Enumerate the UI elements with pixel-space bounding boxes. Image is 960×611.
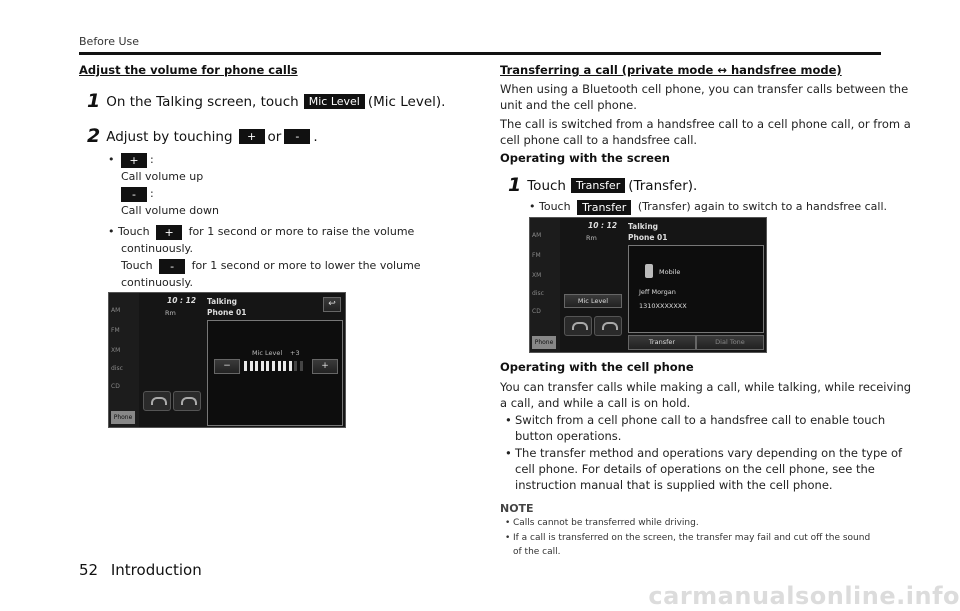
note-text: of the call. [513, 547, 561, 557]
continuous-text: for 1 second or more to raise the volume [188, 225, 415, 238]
volume-down-text: Call volume down [121, 204, 219, 217]
bullet-text: instruction manual that is supplied with the cell phone. [515, 478, 833, 492]
phone-name: Phone 01 [207, 308, 247, 317]
status-rm: Rm [586, 234, 597, 242]
caller-panel [628, 245, 764, 333]
mic-meter-segment [289, 361, 292, 371]
plus-button[interactable]: + [239, 129, 265, 144]
para-2: cell phone call to a handsfree call. [500, 133, 698, 147]
minus-button[interactable]: - [284, 129, 310, 144]
source-fm[interactable]: FM [532, 252, 541, 259]
plus-button[interactable]: + [121, 153, 147, 168]
bullet-text: cell phone. For details of operations on the cell phone, see the [515, 462, 875, 476]
source-sidebar [530, 218, 560, 352]
source-disc[interactable]: disc [111, 365, 123, 372]
step-text-mid: or [267, 128, 282, 145]
mobile-phone-icon [645, 264, 653, 278]
step-number: 2 [87, 125, 101, 147]
page-number: 52 [79, 561, 99, 579]
step-2-adjust [87, 127, 318, 146]
running-header: Before Use [79, 35, 140, 48]
para-3: You can transfer calls while making a call, while talking, while receiving [500, 380, 912, 394]
page-footer [79, 561, 202, 579]
source-am[interactable]: AM [532, 232, 542, 239]
mic-panel [207, 320, 343, 426]
step-text: On the Talking screen, touch [106, 93, 299, 110]
transfer-button[interactable]: Transfer [577, 200, 631, 215]
handset-icon [181, 397, 197, 405]
source-sidebar [109, 293, 139, 427]
step-1-mic-level [87, 92, 445, 111]
bullet-text: button operations. [515, 429, 622, 443]
bullet-transfer-again [529, 198, 887, 215]
clock: 10 : 12 [588, 221, 618, 230]
step-text-post: . [313, 128, 318, 145]
step-text-post: (Transfer). [628, 177, 698, 194]
mic-level-meter [244, 361, 306, 371]
watermark: carmanualsonline.info [648, 582, 960, 610]
step-text-post: (Mic Level). [367, 93, 446, 110]
minus-button[interactable]: - [159, 259, 185, 274]
mic-meter-segment [250, 361, 253, 371]
colon: : [150, 153, 154, 166]
section-title-volume: Adjust the volume for phone calls [79, 63, 298, 77]
colon: : [150, 187, 154, 200]
step-number: 1 [87, 90, 101, 112]
handset-icon [572, 322, 588, 330]
volume-up-text: Call volume up [121, 170, 204, 183]
mic-meter-segment [255, 361, 258, 371]
continuous-text: continuously. [121, 242, 193, 255]
transfer-again-text: (Transfer) again to switch to a handsfree call. [637, 200, 888, 213]
step-text: Touch [527, 177, 566, 194]
mic-level-button[interactable]: Mic Level [564, 294, 622, 308]
note-dot [505, 531, 510, 546]
bullet-dot: • [505, 446, 512, 460]
transfer-screen-button[interactable]: Transfer [628, 335, 696, 350]
bullet-switch [505, 412, 512, 429]
bullet-method [505, 445, 512, 462]
subheading-cell-phone: Operating with the cell phone [500, 360, 694, 374]
back-button[interactable]: ↩ [323, 297, 341, 312]
continuous-text: for 1 second or more to lower the volume [191, 259, 421, 272]
handset-icon [602, 322, 618, 330]
phone-name: Phone 01 [628, 233, 668, 242]
talking-label: Talking [207, 297, 238, 306]
mic-meter-segment [300, 361, 303, 371]
talking-label: Talking [628, 222, 659, 231]
caller-name: Jeff Morgan [639, 288, 676, 296]
mic-level-label: Mic Level [252, 349, 283, 357]
bullet-dot: • [505, 533, 511, 543]
note-text: Calls cannot be transferred while driving. [513, 518, 699, 528]
answer-button[interactable] [143, 391, 171, 411]
source-am[interactable]: AM [111, 307, 121, 314]
phone-tab[interactable]: Phone [111, 411, 135, 424]
bullet-volume-down [118, 185, 154, 202]
talking-screen-mic [108, 292, 346, 428]
source-xm[interactable]: XM [532, 272, 542, 279]
header-rule [79, 52, 881, 55]
transfer-button[interactable]: Transfer [571, 178, 625, 193]
hangup-button[interactable] [594, 316, 622, 336]
para-1: unit and the cell phone. [500, 98, 637, 112]
section-title-transfer: Transferring a call (private mode ↔ handsfree mode) [500, 63, 842, 77]
mic-meter-segment [244, 361, 247, 371]
caller-number: 1310XXXXXXX [639, 302, 687, 310]
mic-meter-segment [266, 361, 269, 371]
plus-button[interactable]: + [156, 225, 182, 240]
touch-text: Touch [118, 225, 150, 238]
phone-tab[interactable]: Phone [532, 336, 556, 349]
hangup-button[interactable] [173, 391, 201, 411]
step-1-transfer [508, 176, 697, 195]
source-cd[interactable]: CD [532, 308, 541, 315]
step-text: Adjust by touching [106, 128, 233, 145]
bullet-dot: • [108, 153, 115, 166]
bullet-dot: • [505, 518, 511, 528]
source-xm[interactable]: XM [111, 347, 121, 354]
bullet-dot: • [108, 225, 115, 238]
minus-button[interactable]: - [121, 187, 147, 202]
para-2: The call is switched from a handsfree call to a cell phone call, or from a [500, 117, 911, 131]
note-heading: NOTE [500, 502, 534, 515]
para-3: a call, and while a call is on hold. [500, 396, 691, 410]
mic-meter-segment [294, 361, 297, 371]
mic-meter-segment [272, 361, 275, 371]
mobile-label: Mobile [659, 268, 681, 276]
handset-icon [151, 397, 167, 405]
bullet-dot: • [505, 413, 512, 427]
source-disc[interactable]: disc [532, 290, 544, 297]
bullet-dot: • [529, 200, 536, 213]
bullet-volume-up [108, 151, 154, 168]
step-number: 1 [508, 174, 522, 196]
para-1: When using a Bluetooth cell phone, you can transfer calls between the [500, 82, 909, 96]
subheading-screen: Operating with the screen [500, 151, 670, 165]
mic-minus-button[interactable]: − [214, 359, 240, 374]
bullet-text: The transfer method and operations vary depending on the type of [515, 446, 903, 460]
status-rm: Rm [165, 309, 176, 317]
source-fm[interactable]: FM [111, 327, 120, 334]
clock: 10 : 12 [167, 296, 197, 305]
touch-minus-line [121, 257, 421, 274]
mic-meter-segment [278, 361, 281, 371]
bullet-text: Switch from a cell phone call to a handsfree call to enable touch [515, 413, 886, 427]
source-cd[interactable]: CD [111, 383, 120, 390]
mic-meter-segment [283, 361, 286, 371]
mic-level-value: +3 [290, 349, 300, 357]
talking-screen-transfer [529, 217, 767, 353]
touch-text: Touch [121, 259, 153, 272]
answer-button[interactable] [564, 316, 592, 336]
mic-level-button[interactable]: Mic Level [304, 94, 365, 109]
footer-section: Introduction [110, 561, 202, 579]
mic-meter-segment [261, 361, 264, 371]
continuous-text: continuously. [121, 276, 193, 289]
note-text: If a call is transferred on the screen, the transfer may fail and cut off the sound [513, 533, 871, 543]
mic-plus-button[interactable]: + [312, 359, 338, 374]
bullet-continuous [108, 223, 414, 240]
note-dot [505, 516, 510, 531]
dial-tone-button[interactable]: Dial Tone [696, 335, 764, 350]
touch-text: Touch [539, 200, 571, 213]
